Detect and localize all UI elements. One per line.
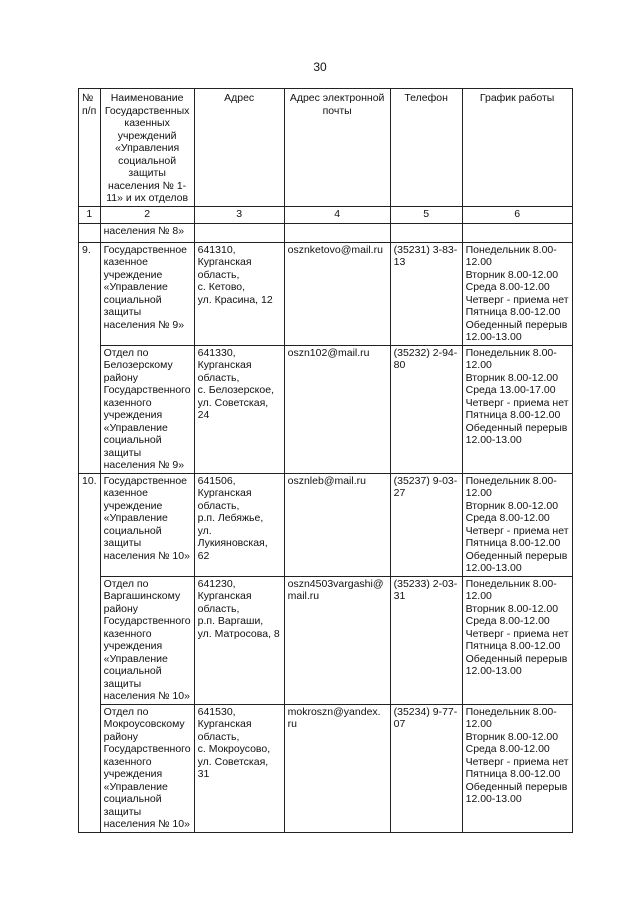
row-number: 9. [79, 242, 101, 473]
address: 641330, Курганская область, с. Белозерское, ул. Советская, 24 [194, 345, 284, 473]
work-schedule: Понедельник 8.00- 12.00 Вторник 8.00-12.00 Среда 8.00-12.00 Четверг - приема нет Пятница 8.00-12.00 Обеденный перерыв 12.00-13.00 [462, 576, 572, 704]
institution-name: Отдел по Варгашинскому району Государственного казенного учреждения «Управление социальной защиты населения № 10» [100, 576, 194, 704]
institutions-table [78, 88, 573, 833]
phone: (35233) 2-03- 31 [390, 576, 462, 704]
institution-name: Отдел по Мокроусовскому району Государственного казенного учреждения «Управление социальной защиты населения № 10» [100, 704, 194, 832]
work-schedule: Понедельник 8.00- 12.00 Вторник 8.00-12.00 Среда 8.00-12.00 Четверг - приема нет Пятница 8.00-12.00 Обеденный перерыв 12.00-13.00 [462, 473, 572, 576]
column-number: 6 [462, 206, 572, 223]
address: 641530, Курганская область, с. Мокроусово, ул. Советская, 31 [194, 704, 284, 832]
table-row [79, 473, 573, 576]
header-schedule: График работы [462, 89, 572, 207]
email: oszn102@mail.ru [284, 345, 390, 473]
table-row [79, 345, 573, 473]
column-number: 1 [79, 206, 101, 223]
empty-cell [194, 223, 284, 242]
continuation-num-cell [79, 223, 101, 242]
continuation-row [79, 223, 573, 242]
row-number: 10. [79, 473, 101, 832]
column-number: 5 [390, 206, 462, 223]
empty-cell [284, 223, 390, 242]
phone: (35231) 3-83- 13 [390, 242, 462, 345]
work-schedule: Понедельник 8.00- 12.00 Вторник 8.00-12.00 Среда 8.00-12.00 Четверг - приема нет Пятница 8.00-12.00 Обеденный перерыв 12.00-13.00 [462, 242, 572, 345]
column-number: 3 [194, 206, 284, 223]
header-email: Адрес электронной почты [284, 89, 390, 207]
header-num: № п/п [79, 89, 101, 207]
column-number-row [79, 206, 573, 223]
work-schedule: Понедельник 8.00- 12.00 Вторник 8.00-12.00 Среда 8.00-12.00 Четверг - приема нет Пятница 8.00-12.00 Обеденный перерыв 12.00-13.00 [462, 704, 572, 832]
institution-name: Отдел по Белозерскому району Государственного казенного учреждения «Управление социальной защиты населения № 9» [100, 345, 194, 473]
header-row [79, 89, 573, 207]
email: oszn4503vargashi@ mail.ru [284, 576, 390, 704]
continuation-text: населения № 8» [100, 223, 194, 242]
column-number: 2 [100, 206, 194, 223]
phone: (35234) 9-77- 07 [390, 704, 462, 832]
header-phone: Телефон [390, 89, 462, 207]
institution-name: Государственное казенное учреждение «Управление социальной защиты населения № 10» [100, 473, 194, 576]
work-schedule: Понедельник 8.00- 12.00 Вторник 8.00-12.00 Среда 13.00-17.00 Четверг - приема нет Пятница 8.00-12.00 Обеденный перерыв 12.00-13.00 [462, 345, 572, 473]
page-number: 30 [313, 60, 327, 74]
column-number: 4 [284, 206, 390, 223]
table-row [79, 704, 573, 832]
table-row [79, 576, 573, 704]
phone: (35232) 2-94- 80 [390, 345, 462, 473]
table-row [79, 242, 573, 345]
address: 641506, Курганская область, р.п. Лебяжье, ул. Лукияновская, 62 [194, 473, 284, 576]
empty-cell [390, 223, 462, 242]
institution-name: Государственное казенное учреждение «Управление социальной защиты населения № 9» [100, 242, 194, 345]
address: 641230, Курганская область, р.п. Варгаши, ул. Матросова, 8 [194, 576, 284, 704]
header-name: Наименование Государственных казенных учреждений «Управления социальной защиты населения № 1- 11» и их отделов [100, 89, 194, 207]
address: 641310, Курганская область, с. Кетово, ул. Красина, 12 [194, 242, 284, 345]
header-address: Адрес [194, 89, 284, 207]
empty-cell [462, 223, 572, 242]
email: osznleb@mail.ru [284, 473, 390, 576]
email: osznketovo@mail.ru [284, 242, 390, 345]
email: mokroszn@yandex. ru [284, 704, 390, 832]
phone: (35237) 9-03- 27 [390, 473, 462, 576]
